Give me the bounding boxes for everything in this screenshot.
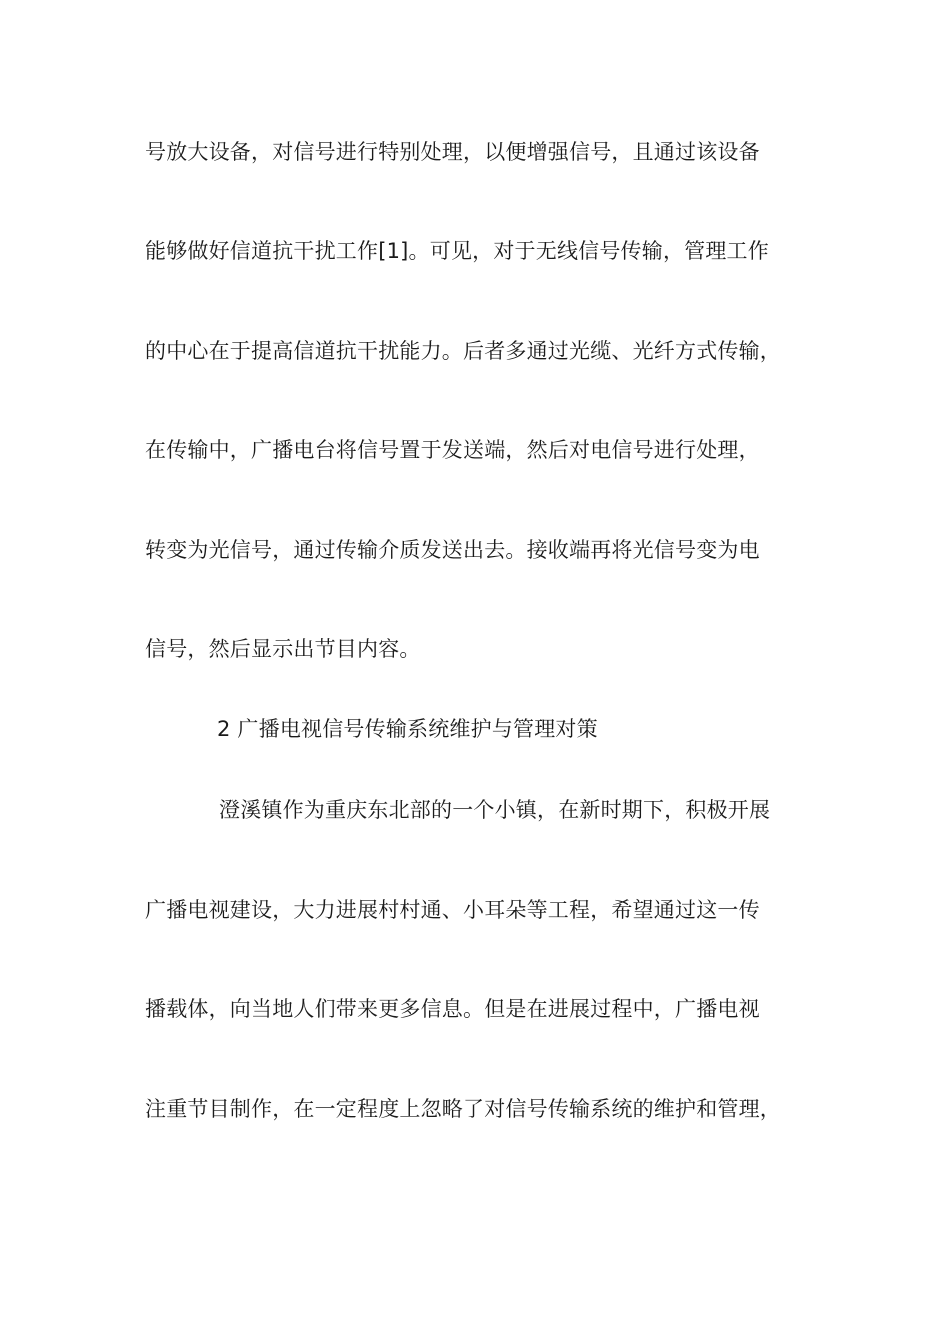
section-paragraph-line-4: 注重节目制作，在一定程度上忽略了对信号传输系统的维护和管理，: [145, 1097, 781, 1121]
paragraph-line-5: 转变为光信号，通过传输介质发送出去。接收端再将光信号变为电: [145, 538, 760, 562]
paragraph-line-4: 在传输中，广播电台将信号置于发送端，然后对电信号进行处理，: [145, 438, 760, 462]
section-paragraph-line-1: 澄溪镇作为重庆东北部的一个小镇，在新时期下，积极开展: [219, 798, 771, 822]
paragraph-line-3: 的中心在于提高信道抗干扰能力。后者多通过光缆、光纤方式传输，: [145, 339, 781, 363]
paragraph-line-2: 能够做好信道抗干扰工作[1]。可见，对于无线信号传输，管理工作: [145, 239, 769, 263]
paragraph-line-1: 号放大设备，对信号进行特别处理，以便增强信号，且通过该设备: [145, 140, 760, 164]
paragraph-line-6: 信号，然后显示出节目内容。: [145, 637, 421, 661]
section-paragraph-line-2: 广播电视建设，大力进展村村通、小耳朵等工程，希望通过这一传: [145, 898, 760, 922]
section-heading: 2 广播电视信号传输系统维护与管理对策: [217, 717, 598, 741]
section-paragraph-line-3: 播载体，向当地人们带来更多信息。但是在进展过程中，广播电视: [145, 997, 760, 1021]
